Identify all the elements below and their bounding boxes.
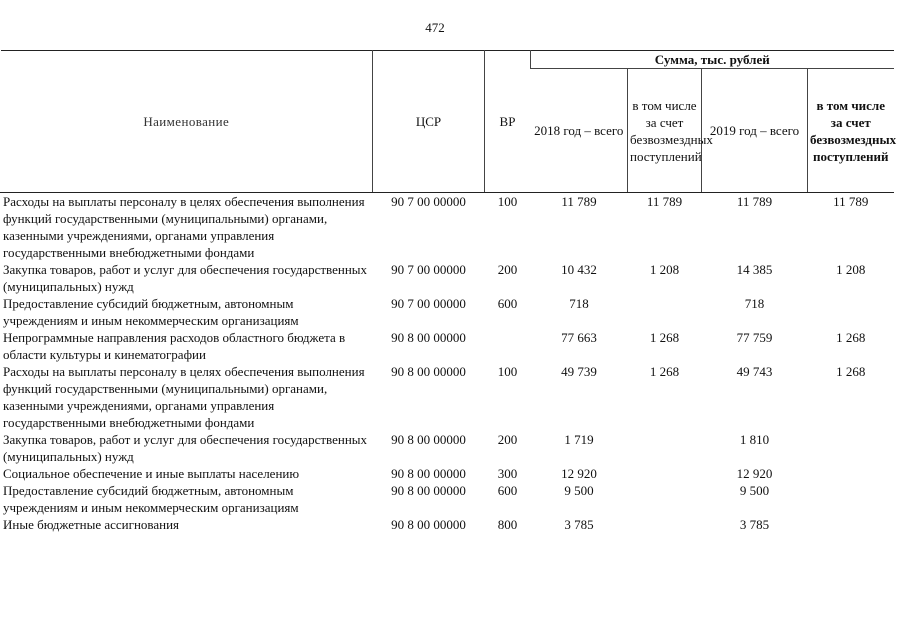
table-row (1, 516, 894, 533)
row-2018-grants (628, 431, 702, 465)
header-2019-total: 2019 год – всего (702, 69, 808, 193)
row-2018-total: 718 (569, 296, 589, 311)
row-name: Расходы на выплаты персоналу в целях обеспечения выполнения функций государственными (муниципальными) органами, казенными учреждениями, органами управления государственными внебюджетными фондами (3, 194, 365, 260)
row-csr: 90 7 00 00000 (391, 194, 466, 209)
row-2019-total: 14 385 (736, 262, 773, 277)
table-row (1, 261, 894, 295)
row-2019-grants (808, 465, 894, 482)
row-vr (485, 329, 531, 363)
table-header (1, 51, 897, 193)
row-name: Непрограммные направления расходов областного бюджета в области культуры и кинематографии (3, 330, 346, 362)
row-csr: 90 8 00 00000 (391, 364, 466, 379)
header-2019-grants: в том числе за счет безвозмездных поступлений (808, 69, 894, 193)
header-2018-total: 2018 год – всего (531, 69, 628, 193)
table-row (1, 465, 894, 482)
row-csr: 90 8 00 00000 (391, 466, 466, 481)
row-2018-grants (628, 295, 702, 329)
row-2019-grants: 11 789 (833, 194, 869, 209)
row-2018-grants: 1 268 (649, 364, 680, 379)
row-csr: 90 7 00 00000 (391, 296, 466, 311)
row-2019-grants: 1 268 (836, 364, 866, 379)
row-2019-total: 718 (744, 296, 765, 311)
row-csr: 90 8 00 00000 (391, 483, 466, 498)
table-row (1, 295, 894, 329)
row-2018-grants (628, 465, 702, 482)
table-row (1, 193, 894, 262)
row-2019-total: 11 789 (736, 194, 773, 209)
row-vr: 200 (497, 262, 518, 277)
row-2018-total: 3 785 (564, 517, 594, 532)
row-csr: 90 7 00 00000 (391, 262, 466, 277)
row-2019-total: 9 500 (739, 483, 770, 498)
row-2019-grants: 1 268 (836, 330, 866, 345)
row-2018-total: 9 500 (564, 483, 594, 498)
header-csr: ЦСР (373, 51, 485, 193)
row-2018-grants (628, 516, 702, 533)
row-vr: 600 (497, 296, 518, 311)
page-number: 472 (425, 20, 445, 35)
row-2018-total: 77 663 (561, 330, 597, 345)
budget-table (0, 50, 897, 533)
row-2018-grants (628, 482, 702, 516)
row-2018-grants: 1 208 (649, 262, 680, 277)
header-vr: ВР (485, 51, 531, 193)
table-row (1, 329, 894, 363)
row-csr: 90 8 00 00000 (391, 432, 466, 447)
row-name: Закупка товаров, работ и услуг для обеспечения государственных (муниципальных) нужд (3, 432, 368, 464)
header-2018-grants: в том числе за счет безвозмездных поступлений (628, 69, 702, 193)
row-2018-grants: 1 268 (649, 330, 680, 345)
row-2019-grants (808, 482, 894, 516)
row-vr: 200 (497, 432, 518, 447)
row-2019-total: 49 743 (736, 364, 773, 379)
row-csr: 90 8 00 00000 (391, 517, 466, 532)
row-vr: 100 (497, 364, 518, 379)
row-2019-total: 12 920 (736, 466, 773, 481)
row-2018-total: 12 920 (561, 466, 597, 481)
row-2019-grants: 1 208 (836, 262, 866, 277)
row-csr: 90 8 00 00000 (391, 330, 466, 345)
table-row (1, 431, 894, 465)
row-2018-total: 11 789 (561, 194, 597, 209)
table-row (1, 482, 894, 516)
table-body (1, 193, 894, 534)
row-2019-grants (808, 295, 894, 329)
header-sum-group: Сумма, тыс. рублей (531, 51, 894, 69)
row-2019-grants (808, 516, 894, 533)
row-2018-total: 1 719 (564, 432, 594, 447)
row-vr: 800 (497, 517, 518, 532)
row-2018-total: 49 739 (561, 364, 597, 379)
row-2018-total: 10 432 (561, 262, 597, 277)
row-2019-total: 77 759 (736, 330, 773, 345)
row-2018-grants: 11 789 (646, 194, 683, 209)
row-name: Предоставление субсидий бюджетным, автономным учреждениям и иным некоммерческим организациям (3, 296, 299, 328)
row-2019-total: 1 810 (739, 432, 770, 447)
row-2019-grants (808, 431, 894, 465)
row-name: Предоставление субсидий бюджетным, автономным учреждениям и иным некоммерческим организациям (3, 483, 299, 515)
row-vr: 300 (497, 466, 518, 481)
row-name: Социальное обеспечение и иные выплаты населению (3, 466, 300, 481)
row-2019-total: 3 785 (739, 517, 770, 532)
row-vr: 100 (497, 194, 518, 209)
row-name: Расходы на выплаты персоналу в целях обеспечения выполнения функций государственными (муниципальными) органами, казенными учреждениями, органами управления государственными внебюджетными фондами (3, 364, 365, 430)
row-vr: 600 (497, 483, 518, 498)
table-row (1, 363, 894, 431)
header-name: Наименование (1, 51, 373, 193)
row-name: Иные бюджетные ассигнования (3, 517, 180, 532)
row-name: Закупка товаров, работ и услуг для обеспечения государственных (муниципальных) нужд (3, 262, 368, 294)
